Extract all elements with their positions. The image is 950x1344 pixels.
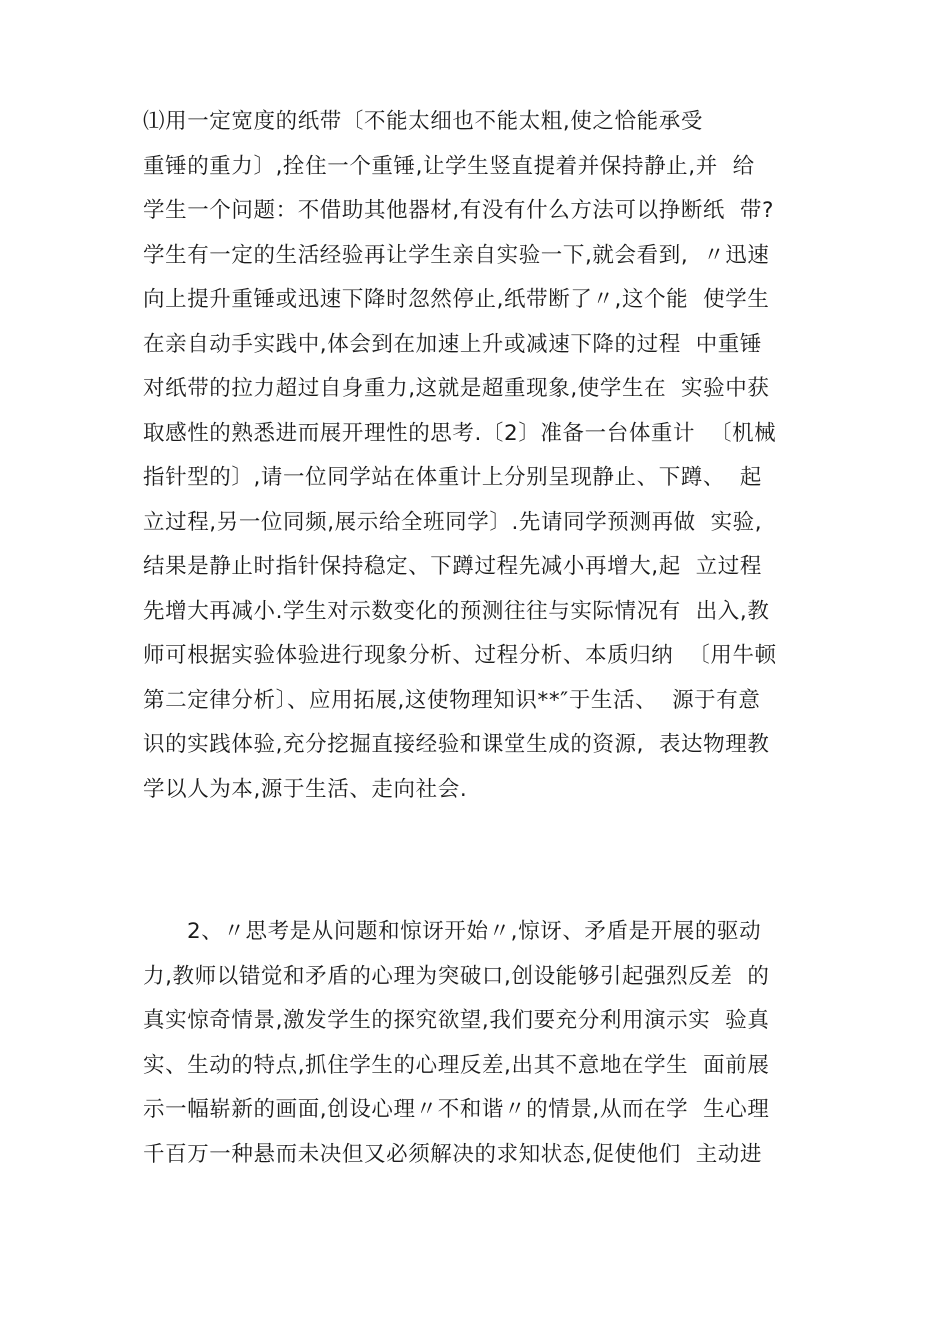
text-line: ⑴用一定宽度的纸带〔不能太细也不能太粗,使之恰能承受: [143, 109, 703, 134]
paragraph-surprise-thinking: [143, 910, 833, 1177]
text-line: 实、生动的特点,抓住学生的心理反差,出其不意地在学生 面前展: [143, 1052, 770, 1078]
text-line: 第二定律分析〕、应用拓展,这使物理知识**″于生活、 源于有意: [143, 687, 761, 713]
text-line: 真实惊奇情景,激发学生的探究欲望,我们要充分利用演示实 验真: [143, 1008, 770, 1033]
text-line: 向上提升重锤或迅速下降时忽然停止,纸带断了〃,这个能 使学生: [143, 287, 770, 312]
text-line: 指针型的〕,请一位同学站在体重计上分别呈现静止、下蹲、 起: [143, 465, 763, 490]
text-line: 学生一个问题：不借助其他器材,有没有什么方法可以挣断纸 带?: [143, 198, 775, 223]
text-line: 重锤的重力〕,拴住一个重锤,让学生竖直提着并保持静止,并 给: [143, 153, 755, 179]
text-line: 结果是静止时指针保持稳定、下蹲过程先减小再增大,起 立过程: [143, 554, 763, 579]
text-line: 千百万一种悬而未决但又必须解决的求知状态,促使他们 主动进: [143, 1141, 763, 1167]
text-line: 学以人为本,源于生活、走向社会.: [143, 776, 468, 802]
text-line: 对纸带的拉力超过自身重力,这就是超重现象,使学生在 实验中获: [143, 376, 770, 401]
text-line: 师可根据实验体验进行现象分析、过程分析、本质归纳 〔用牛顿: [143, 643, 777, 668]
text-line: 立过程,另一位同频,展示给全班同学〕.先请同学预测再做 实验,: [143, 509, 763, 535]
text-line: 先增大再减小.学生对示数变化的预测往往与实际情况有 出入,教: [143, 598, 770, 624]
text-line: 2、〃思考是从问题和惊讶开始〃,惊讶、矛盾是开展的驱动: [187, 919, 762, 944]
paragraph-experiment-examples: [143, 100, 833, 812]
text-line: 取感性的熟悉进而展开理性的思考.〔2〕准备一台体重计 〔机械: [143, 420, 777, 446]
text-line: 识的实践体验,充分挖掘直接经验和课堂生成的资源, 表达物理教: [143, 732, 770, 757]
text-line: 在亲自动手实践中,体会到在加速上升或减速下降的过程 中重锤: [143, 331, 763, 357]
text-line: 示一幅崭新的画面,创设心理〃不和谐〃的情景,从而在学 生心理: [143, 1097, 770, 1122]
text-line: 力,教师以错觉和矛盾的心理为突破口,创设能够引起强烈反差 的: [143, 963, 770, 989]
text-line: 学生有一定的生活经验再让学生亲自实验一下,就会看到, 〃迅速: [143, 242, 770, 268]
